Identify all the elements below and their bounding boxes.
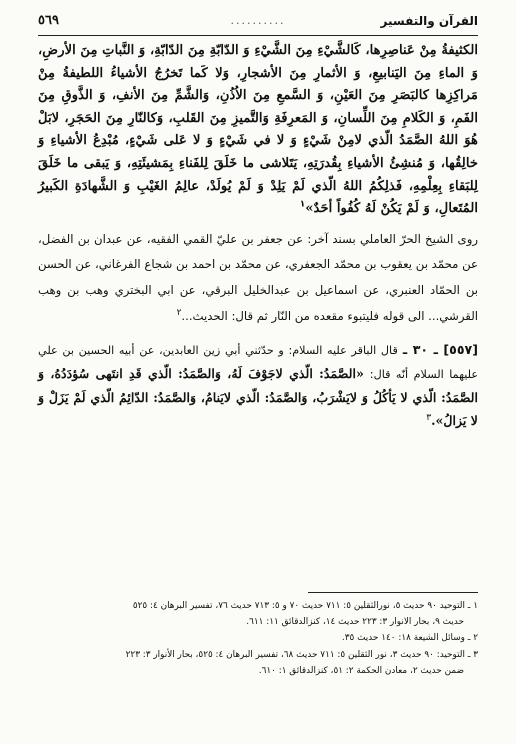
quran-text: الكثيفةُ مِنْ عَناصِرِها، كَالشَّيْءِ مِنَ الشَّيْءِ وَ الدّابّةِ مِنَ الدّابّةِ، وَ النَّباتِ مِنَ الأرضِ، وَ الماءِ مِنَ اليَنابيعِ، وَ الأثمارِ مِنَ الأشجارِ، وَلا كَما تَخرُجُ الأشياءُ اللطيفةُ مِنْ مَراكِزِها كالبَصَرِ مِنَ العَيْنِ، وَ السَّمعِ مِنَ الاُذُنِ، وَالشَّمِّ مِنَ الأنفِ، وَ الذَّوقِ مِنَ الفَمِ، وَ الكَلامِ مِنَ اللِّسانِ، وَ المَعرِفَةِ وَالتَّميزِ مِنَ القَلبِ، وَكالنّارِ مِنَ الحَجَرِ، لابَلْ هُوَ اللهُ الصَّمَدُ الّذي لامِنْ شَيْءٍ وَ لا في شَيْءٍ وَ لا عَلى شَيْءٍ، مُبْدِعُ الأشياءِ وَ خالِقُها، وَ مُنشِئُ الأشياءِ بِقُدرَتِهِ، يَتَلاشى ما خَلَقَ لِلفَناءِ بِمَشيئَتِهِ، وَ يَبقى ما خَلَقَ لِلبَقاءِ بِعِلْمِهِ، فَذلِكُمُ اللهُ الّذي لَمْ يَلِدْ وَ لَمْ يُولَدْ، عالِمُ الغَيْبِ وَ الشَّهادَةِ الكَبيرُ المُتَعالِ، وَ لَمْ يَكُنْ لَهُ كُفُواً أحَدٌ» (38, 43, 478, 217)
footnote-ref-1[interactable]: ١ (299, 199, 306, 210)
hadith-intro: قال الباقر عليه السلام: و حدّثني أبي زين العابدين، عن أبيه الحسين بن علي عليهما السلام أنّه قال: (38, 344, 478, 381)
main-text (38, 40, 478, 432)
footnote-3: ٣ ـ التوحيد: ٩٠ حديث ٣، نور الثقلين ٥: ٧١١ حديث ٦٨، تفسير البرهان ٤: ٥٢٥، بحار الأنوار ٣: ٢٢٣ (125, 649, 478, 660)
hadith-quote: «الصَّمَدُ: الّذي لاجَوْفَ لَهُ، وَالصَّمَدُ: الّذي قَدِ انتَهى سُؤدَدُهُ، وَ الصَّمَدُ: الّذي لا يَأكُلُ وَ لايَشْرَبُ، وَالصَّمَدُ: الّذي لايَنامُ، وَالصَّمَدُ: الدّائِمُ الّذي لَمْ يَزَلْ وَ لا يَزالُ». (38, 365, 478, 428)
header-rule (38, 35, 478, 36)
footnote-separator (308, 592, 478, 593)
header-dot-leader: .......... (230, 14, 286, 27)
footnote-ref-3[interactable]: ٣ (426, 412, 432, 423)
hadith-paragraph (38, 339, 478, 432)
running-title: القرآن والتفسير (380, 14, 478, 28)
page-number: ٥٦٩ (38, 13, 59, 28)
footnote-1: ١ ـ التوحيد ٩٠ حديث ٥، نورالثقلين ٥: ٧١١ حديث ٧٠ و ٥: ٧١٣ حديث ٧٦، تفسير البرهان ٤: ٥٢٥ (132, 601, 478, 611)
narration-paragraph (38, 227, 478, 329)
footnote-3-continuation: ضمن حديث ٢، معادن الحكمة ٢: ٥١، كنزالدقائق ١: ٦١٠. (258, 665, 464, 676)
footnote-ref-2[interactable]: ٢ (176, 307, 182, 318)
hadith-number: [٥٥٧] ـ ٣٠ ـ (402, 342, 478, 358)
narration-text: روى الشيخ الحرّ العاملي بسند آخر: عن جعفر بن عليّ القمي الفقيه، عن عبدان بن الفضل، عن محمّد بن يعقوب بن محمّد الجعفري، عن محمّد بن احمد بن شجاع الفرغاني، عن الحسن بن الحمّاد العنبري، عن اسماعيل بن عبدالخليل البرقي، عن ابي البختري وهب بن وهب القرشي... الى قوله فليتبوء مقعده من النّار ثم قال: الحديث... (38, 231, 478, 323)
quran-passage (38, 40, 478, 221)
footnotes (34, 598, 478, 679)
footnote-2: ٢ ـ وسائل الشيعة ١٨: ١٤٠ حديث ٣٥. (341, 633, 478, 644)
footnote-1-continuation: حديث ٩، بحار الانوار ٣: ٢٢٣ حديث ١٤، كنزالدقائق ١١: ٦١١. (246, 617, 464, 628)
page-header (38, 10, 478, 36)
